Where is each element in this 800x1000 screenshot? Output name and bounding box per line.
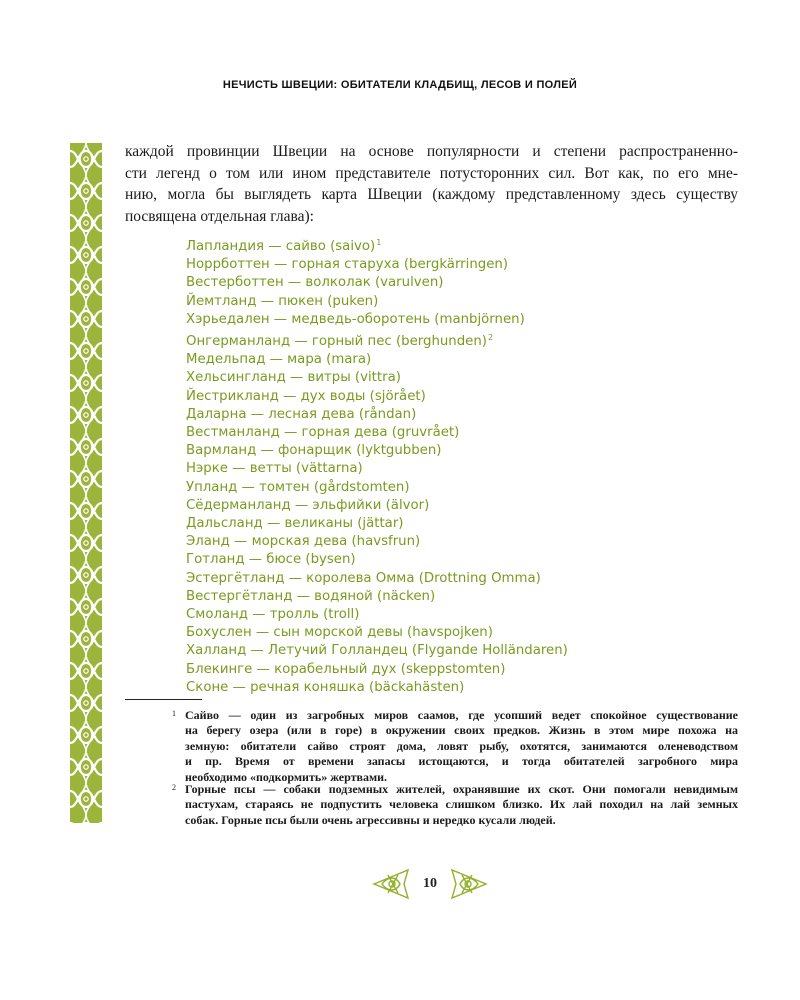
intro-line: нию, могла бы выглядеть карта Швеции (каждому представленному здесь существу	[125, 186, 738, 203]
list-item: Лапландия — сайво (saivo)$^1$	[186, 238, 382, 254]
list-item: Йестрикланд — дух воды (sjörået)	[186, 388, 426, 404]
footnote-line: на берегу озера (или в горе) в окружении своих предков. Жизнь в этом мире похожа на	[185, 723, 738, 738]
list-item: Даларна — лесная дева (råndan)	[186, 406, 417, 422]
footnote-separator	[125, 699, 202, 700]
intro-paragraph	[125, 141, 738, 227]
list-item: Смоланд — тролль (troll)	[186, 607, 360, 623]
intro-line: каждой провинции Швеции на основе популярности и степени распространенно-	[125, 143, 738, 160]
list-item: Эстергётланд — королева Омма (Drottning Omma)	[186, 570, 541, 586]
list-item: Эланд — морская дева (havsfrun)	[186, 534, 421, 550]
list-item: Йемтланд — пюкен (puken)	[186, 293, 379, 309]
list-item: Онгерманланд — горный пес (berghunden)$^2$	[186, 333, 494, 350]
list-item: Дальсланд — великаны (jättar)	[186, 516, 404, 532]
footnote-line: пастухам, стараясь не подпустить человека слишком близко. Их лай походил на лай земных	[185, 797, 738, 812]
list-item: Хельсингланд — витры (vittra)	[186, 370, 401, 386]
list-item: Сконе — речная коняшка (bäckahästen)	[186, 679, 465, 695]
list-item: Хэрьедален — медведь-оборотень (manbjörnen)	[186, 311, 525, 327]
footnote-line: и пр. Время от времени запасы истощаются, и тогда обитателей загробного мира	[185, 754, 738, 769]
list-item: Упланд — томтен (gårdstomten)	[186, 479, 410, 495]
intro-line: посвящена отдельная глава):	[125, 207, 314, 225]
list-item: Медельпад — мара (mara)	[186, 352, 372, 368]
list-item: Бохуслен — сын морской девы (havspojken)	[186, 625, 493, 641]
list-item: Вестергётланд — водяной (näcken)	[186, 588, 436, 604]
list-item: Сёдерманланд — эльфийки (älvor)	[186, 497, 430, 513]
footnote-number: 1	[172, 709, 176, 718]
ornament-right-icon	[452, 870, 486, 898]
list-item: Вестерботтен — волколак (varulven)	[186, 275, 444, 291]
footnote-ref[interactable]: 1	[376, 238, 382, 247]
footnote-line: собак. Горные псы были очень агрессивны и нередко кусали людей.	[185, 812, 556, 827]
footnote-line: Горные псы — собаки подземных жителей, охранявшие их скот. Они помогали невидимым	[185, 782, 738, 796]
list-item: Норрботтен — горная старуха (bergkärringen)	[186, 257, 509, 273]
list-item: Халланд — Летучий Голландец (Flygande Holländaren)	[186, 643, 568, 659]
intro-line: сти легенд о том или ином представителе потусторонних сил. Вот как, по его мне-	[125, 164, 738, 182]
running-title: НЕЧИСТЬ ШВЕЦИИ: ОБИТАТЕЛИ КЛАДБИЩ, ЛЕСОВ И ПОЛЕЙ	[222, 79, 578, 91]
footnote-1	[172, 708, 738, 785]
list-item: Вармланд — фонарщик (lyktgubben)	[186, 443, 442, 459]
list-item: Готланд — бюсе (bysen)	[186, 552, 356, 568]
page-number: 10	[423, 876, 437, 891]
footnote-2	[172, 782, 738, 828]
footnote-line: земную: обитатели сайво строят дома, ловят рыбу, охотятся, занимаются оленеводством	[185, 738, 738, 753]
list-item: Нэрке — ветты (vättarna)	[186, 461, 363, 477]
list-item: Блекинге — корабельный дух (skeppstomten)	[186, 661, 506, 677]
celtic-knot-border	[70, 143, 102, 823]
footnote-number: 2	[172, 783, 176, 792]
footnote-line: Сайво — один из загробных миров саамов, где усопший ведет спокойное существование	[185, 708, 738, 722]
province-creature-list	[186, 234, 568, 697]
footnote-ref[interactable]: 2	[487, 333, 494, 343]
list-item: Вестманланд — горная дева (gruvrået)	[186, 425, 460, 441]
footnote-line: необходимо «подкормить» жертвами.	[185, 769, 388, 784]
ornament-left-icon	[374, 870, 408, 898]
